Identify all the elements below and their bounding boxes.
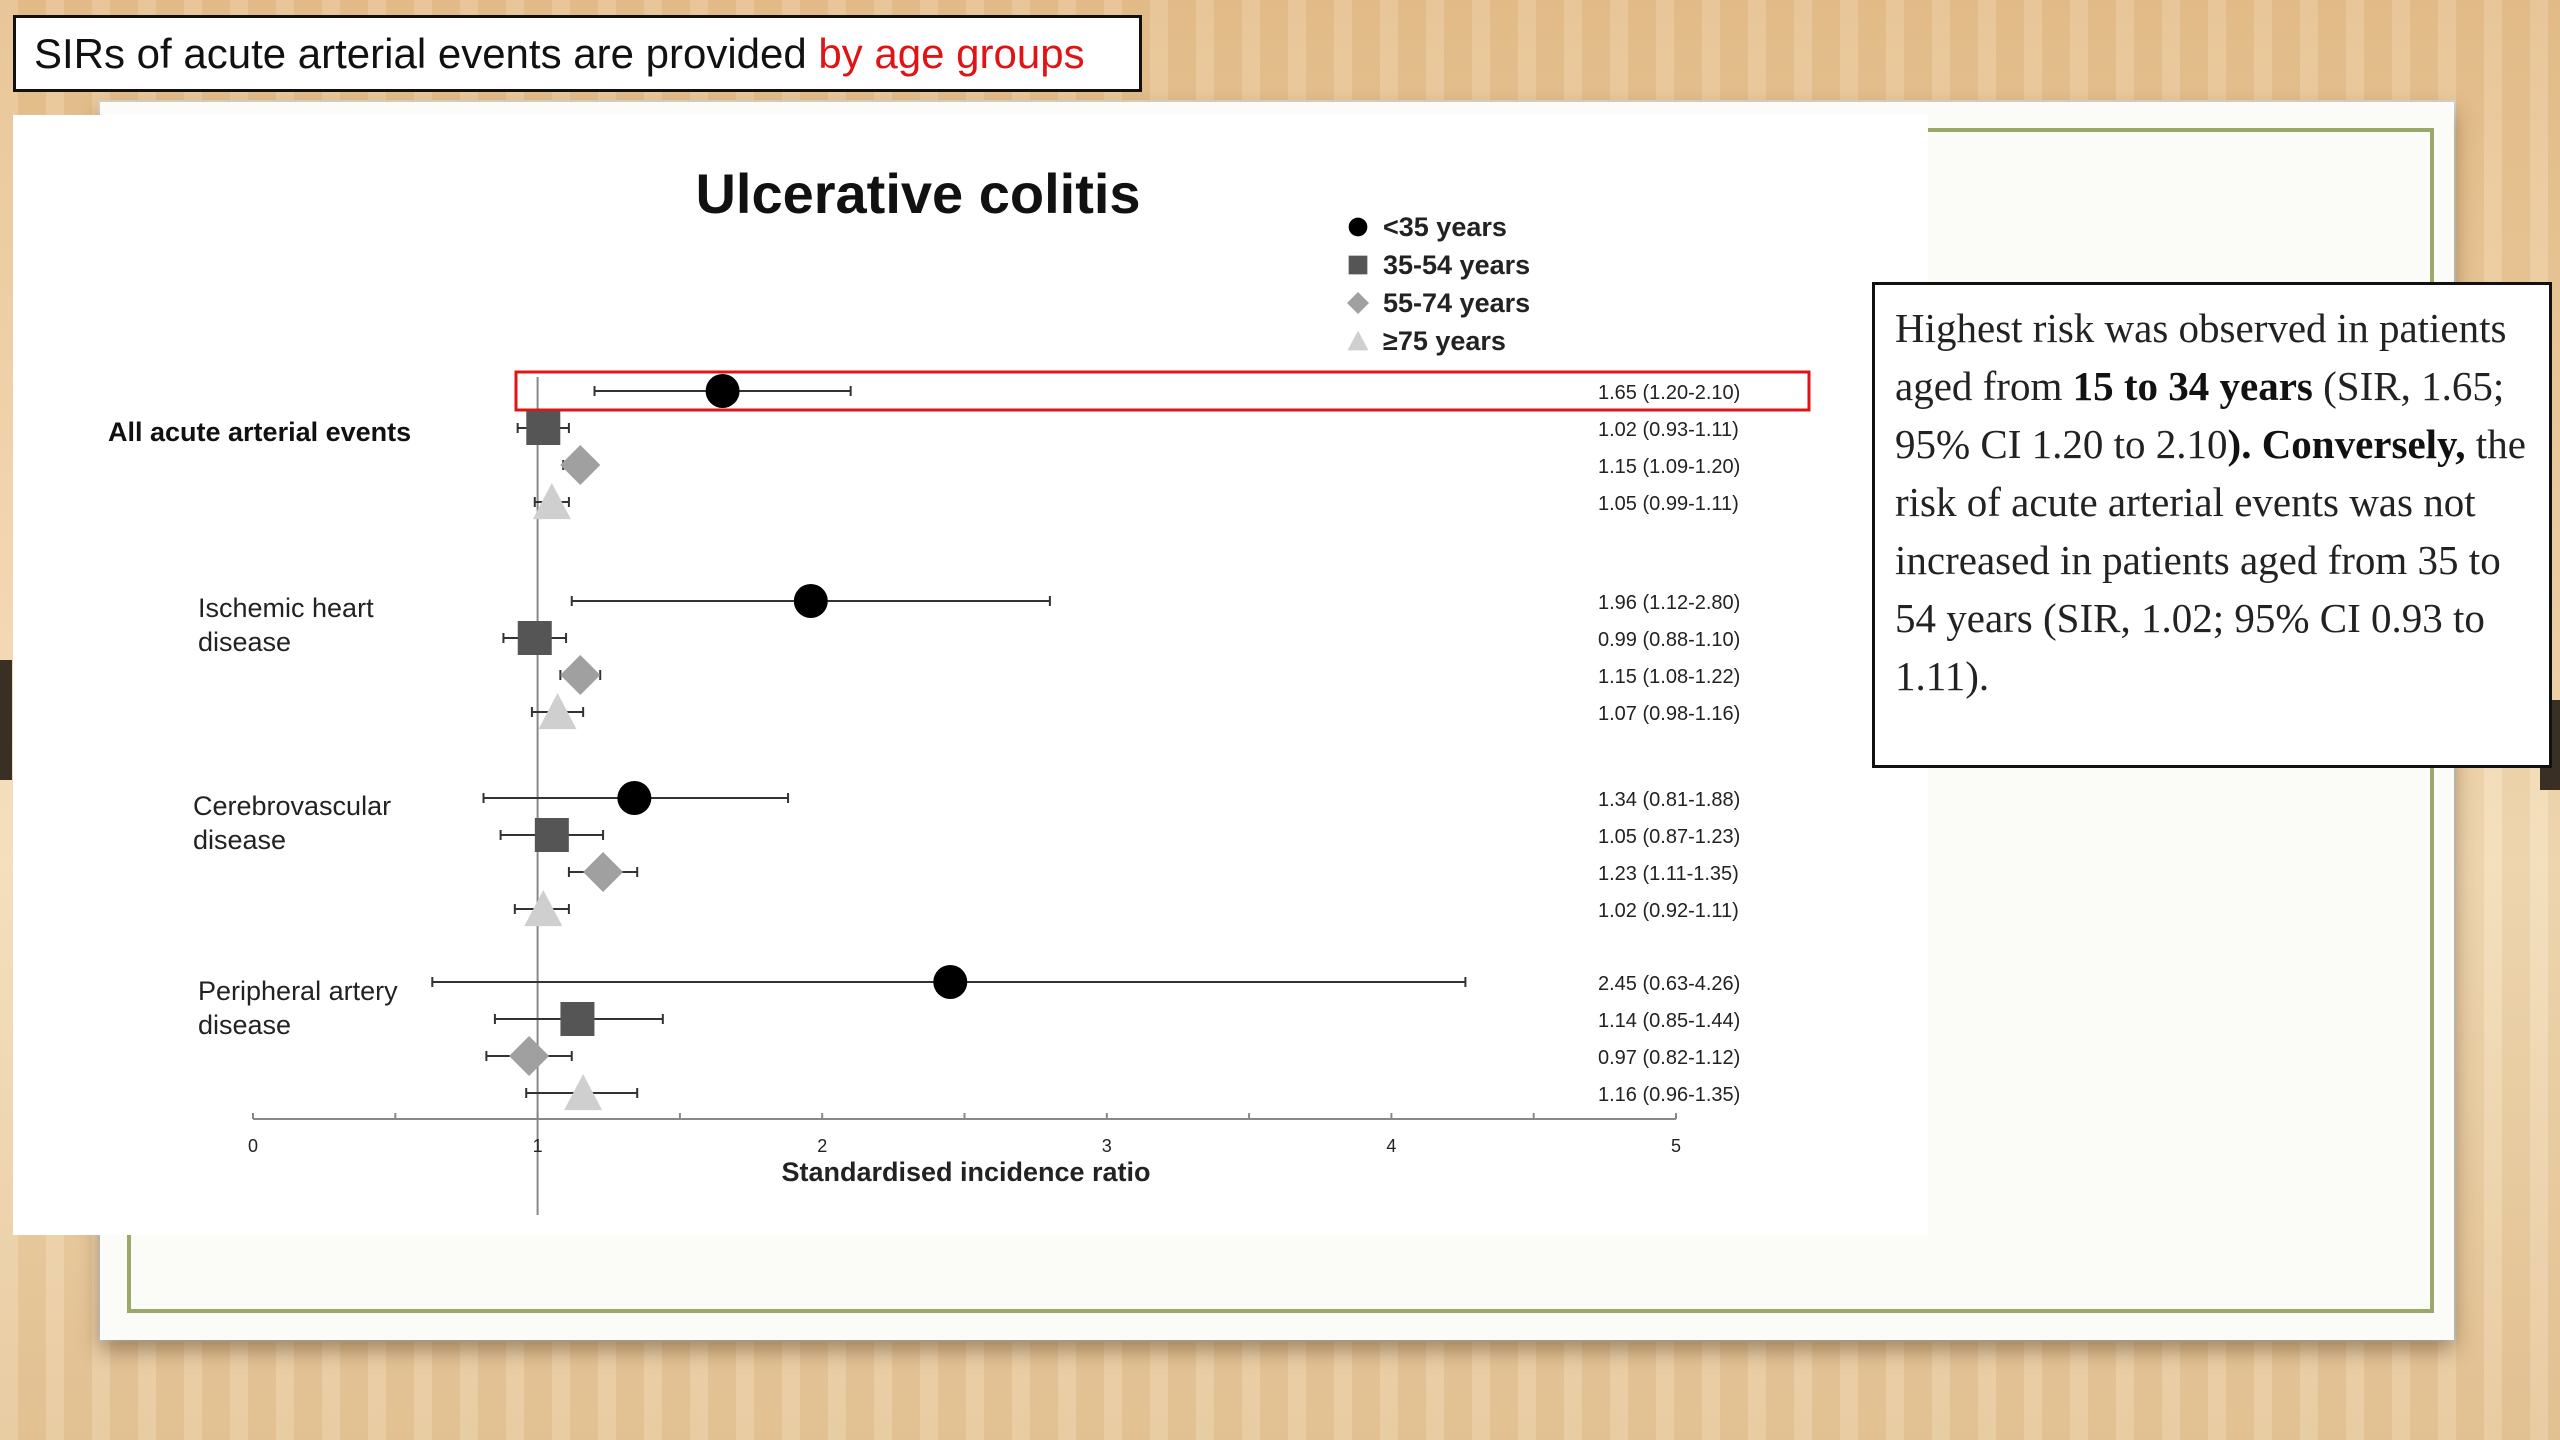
value-label-2-3: 1.02 (0.92-1.11) — [1598, 900, 1739, 922]
value-label-3-3: 1.16 (0.96-1.35) — [1598, 1084, 1741, 1106]
headline-box — [13, 15, 1142, 92]
value-label-3-2: 0.97 (0.82-1.12) — [1598, 1047, 1741, 1069]
x-tick-label-5: 5 — [1670, 1136, 1682, 1156]
point-2-1 — [535, 818, 569, 852]
value-label-0-3: 1.05 (0.99-1.11) — [1598, 493, 1739, 515]
value-label-2-1: 1.05 (0.87-1.23) — [1598, 826, 1741, 848]
point-3-0 — [933, 965, 967, 999]
value-label-3-0: 2.45 (0.63-4.26) — [1598, 973, 1741, 995]
legend-marker-0 — [1349, 218, 1368, 237]
point-2-0 — [617, 781, 651, 815]
point-2-2 — [583, 852, 623, 892]
group-label-1-line-0: Ischemic heart — [198, 593, 374, 623]
x-tick-label-0: 0 — [247, 1136, 259, 1156]
note-bold-1: 15 to 34 years — [2072, 363, 2313, 409]
x-axis-title: Standardised incidence ratio — [781, 1157, 1151, 1187]
value-label-2-0: 1.34 (0.81-1.88) — [1598, 789, 1741, 811]
legend-marker-1 — [1349, 256, 1368, 275]
legend-label-2: 55-74 years — [1383, 288, 1531, 318]
x-tick-label-3: 3 — [1101, 1136, 1112, 1156]
headline-highlight: by age groups — [818, 30, 1085, 77]
legend-marker-2 — [1347, 292, 1369, 314]
point-3-1 — [560, 1002, 594, 1036]
forest-plot-chart — [13, 115, 1928, 1235]
point-1-0 — [794, 584, 828, 618]
value-label-0-1: 1.02 (0.93-1.11) — [1598, 419, 1739, 441]
note-text-3: the risk of acute arterial events was not increased in patients aged from 35 to 54 years (SIR, 1.02; 95% CI 0.93 to 1.11). — [1895, 421, 2526, 699]
point-1-2 — [560, 655, 600, 695]
x-tick-label-2: 2 — [817, 1136, 828, 1156]
legend-marker-3 — [1348, 331, 1369, 351]
group-label-2-line-1: disease — [193, 825, 287, 855]
value-label-1-2: 1.15 (1.08-1.22) — [1598, 666, 1741, 688]
group-label-0: All acute arterial events — [108, 417, 412, 447]
value-label-1-1: 0.99 (0.88-1.10) — [1598, 629, 1741, 651]
left-edge-tab — [0, 660, 12, 780]
note-text-2: (SIR, 1.65; 95% CI 1.20 to 2.10 — [1895, 363, 2505, 467]
point-0-0 — [706, 374, 740, 408]
group-label-3-line-0: Peripheral artery — [198, 976, 398, 1006]
legend-label-0: <35 years — [1383, 212, 1507, 242]
legend-label-1: 35-54 years — [1383, 250, 1531, 280]
chart-title: Ulcerative colitis — [695, 162, 1141, 225]
x-tick-label-1: 1 — [532, 1136, 543, 1156]
point-0-1 — [526, 411, 560, 445]
value-label-0-0: 1.65 (1.20-2.10) — [1598, 382, 1741, 404]
value-label-2-2: 1.23 (1.11-1.35) — [1598, 863, 1739, 885]
group-label-1-line-1: disease — [198, 627, 292, 657]
group-label-3-line-1: disease — [198, 1010, 292, 1040]
point-0-2 — [560, 445, 600, 485]
group-label-2-line-0: Cerebrovascular — [193, 791, 392, 821]
note-bold-2: ). Conversely, — [2227, 421, 2466, 467]
point-1-1 — [518, 621, 552, 655]
value-label-3-1: 1.14 (0.85-1.44) — [1598, 1010, 1741, 1032]
headline-text: SIRs of acute arterial events are provided — [34, 30, 819, 77]
value-label-0-2: 1.15 (1.09-1.20) — [1598, 456, 1741, 478]
point-3-2 — [509, 1036, 549, 1076]
value-label-1-0: 1.96 (1.12-2.80) — [1598, 592, 1741, 614]
note-text-1: Highest risk was observed in patients aged from — [1895, 305, 2507, 409]
value-label-1-3: 1.07 (0.98-1.16) — [1598, 703, 1741, 725]
x-tick-label-4: 4 — [1386, 1136, 1397, 1156]
summary-note-box — [1872, 282, 2552, 768]
forest-plot-panel — [13, 115, 1928, 1235]
legend-label-3: ≥75 years — [1383, 326, 1506, 356]
